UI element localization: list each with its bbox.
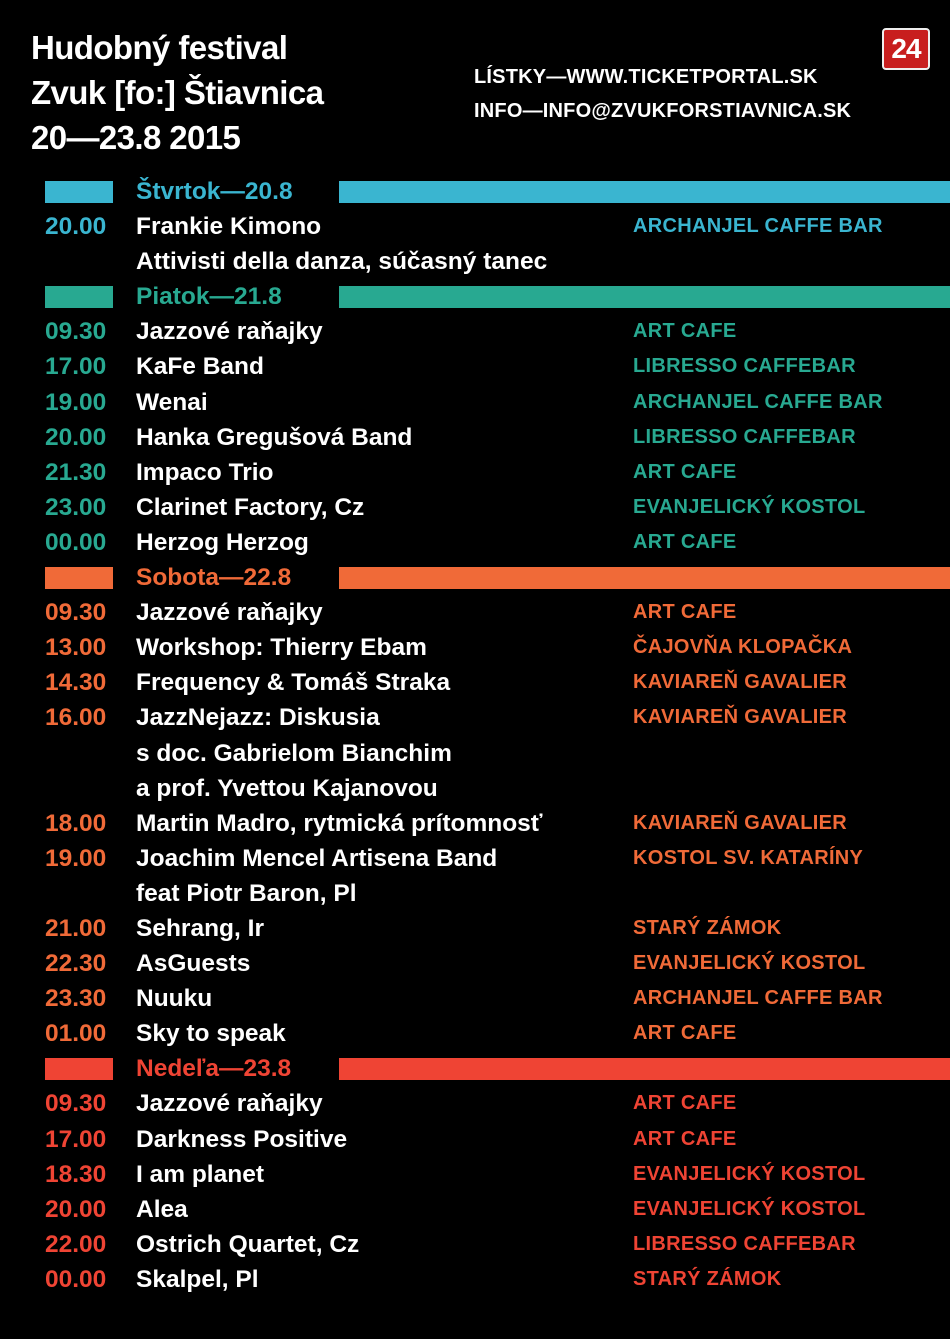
schedule [0,174,950,1297]
day-bar-right [339,181,950,203]
event-row [0,911,950,946]
event-time: 09.30 [45,318,107,346]
event-act: Jazzové raňajky [136,599,323,627]
event-venue: KAVIAREŇ GAVALIER [633,811,847,834]
event-time: 16.00 [45,704,107,732]
day-bar-left [45,567,113,589]
event-row [0,209,950,244]
event-time: 00.00 [45,1265,107,1293]
event-act: AsGuests [136,950,251,978]
event-time: 09.30 [45,1090,107,1118]
event-time: 20.00 [45,213,107,241]
event-time: 14.30 [45,669,107,697]
event-row-continuation [0,771,950,806]
event-venue: ARCHANJEL CAFFE BAR [633,987,883,1010]
event-time: 21.30 [45,458,107,486]
event-act: Herzog Herzog [136,528,309,556]
event-act: Nuuku [136,985,213,1013]
event-time: 19.00 [45,844,107,872]
event-time: 17.00 [45,353,107,381]
event-row [0,595,950,630]
event-time: 13.00 [45,634,107,662]
event-time: 20.00 [45,423,107,451]
event-venue: KOSTOL SV. KATARÍNY [633,846,864,869]
day-header-saturday [0,560,950,595]
tickets-line: LÍSTKY—WWW.TICKETPORTAL.SK [474,66,818,88]
event-venue: ARCHANJEL CAFFE BAR [633,215,883,238]
day-bar-left [45,181,113,203]
event-act: Attivisti della danza, súčasný tanec [136,248,548,276]
event-row [0,1016,950,1051]
day-bar-right [339,286,950,308]
event-row [0,1192,950,1227]
event-venue: LIBRESSO CAFFEBAR [633,1232,856,1255]
event-time: 18.30 [45,1160,107,1188]
event-time: 09.30 [45,599,107,627]
event-act: Ostrich Quartet, Cz [136,1230,360,1258]
event-row [0,1157,950,1192]
event-venue: ART CAFE [633,530,737,553]
event-act: Sehrang, Ir [136,914,264,942]
event-row [0,981,950,1016]
event-venue: KAVIAREŇ GAVALIER [633,706,847,729]
event-venue: ART CAFE [633,1022,737,1045]
event-venue: STARÝ ZÁMOK [633,916,782,939]
event-act: Skalpel, Pl [136,1265,259,1293]
event-act: Martin Madro, rytmická prítomnosť [136,809,543,837]
day-bar-left [45,286,113,308]
event-venue: ART CAFE [633,601,737,624]
event-venue: EVANJELICKÝ KOSTOL [633,1162,866,1185]
event-row [0,665,950,700]
site-logo-24: 24 [882,28,930,70]
event-row [0,314,950,349]
day-label: Sobota—22.8 [136,564,292,592]
event-act: Alea [136,1195,188,1223]
event-act: Hanka Gregušová Band [136,423,413,451]
event-row [0,630,950,665]
event-venue: ART CAFE [633,460,737,483]
event-time: 23.30 [45,985,107,1013]
event-time: 19.00 [45,388,107,416]
day-bar-right [339,1058,950,1080]
event-time: 22.30 [45,950,107,978]
event-row [0,1122,950,1157]
event-act: Jazzové raňajky [136,318,323,346]
event-act: Impaco Trio [136,458,274,486]
event-time: 17.00 [45,1125,107,1153]
event-act: Workshop: Thierry Ebam [136,634,427,662]
event-act: Joachim Mencel Artisena Band [136,844,498,872]
event-time: 01.00 [45,1020,107,1048]
event-time: 21.00 [45,914,107,942]
event-venue: KAVIAREŇ GAVALIER [633,671,847,694]
event-row [0,806,950,841]
event-venue: ČAJOVŇA KLOPAČKA [633,636,853,659]
event-act: Jazzové raňajky [136,1090,323,1118]
event-venue: LIBRESSO CAFFEBAR [633,425,856,448]
event-row [0,525,950,560]
day-bar-right [339,567,950,589]
event-time: 20.00 [45,1195,107,1223]
event-act: Sky to speak [136,1020,286,1048]
event-row [0,700,950,735]
title-line-2: Zvuk [fo:] Štiavnica [31,74,324,111]
event-act: Clarinet Factory, Cz [136,493,365,521]
event-act: Frankie Kimono [136,213,322,241]
day-label: Piatok—21.8 [136,283,282,311]
event-row [0,455,950,490]
event-time: 23.00 [45,493,107,521]
event-row [0,841,950,876]
event-time: 18.00 [45,809,107,837]
festival-title [31,25,323,160]
event-venue: STARÝ ZÁMOK [633,1267,782,1290]
event-time: 22.00 [45,1230,107,1258]
event-row [0,385,950,420]
event-time: 00.00 [45,528,107,556]
event-venue: EVANJELICKÝ KOSTOL [633,495,866,518]
info-line: INFO—INFO@ZVUKFORSTIAVNICA.SK [474,100,852,122]
event-act: Darkness Positive [136,1125,348,1153]
event-act: feat Piotr Baron, Pl [136,879,357,907]
event-venue: EVANJELICKÝ KOSTOL [633,1197,866,1220]
day-header-sunday [0,1051,950,1086]
day-header-thursday [0,174,950,209]
event-row-continuation [0,736,950,771]
event-row [0,1227,950,1262]
event-row [0,490,950,525]
event-venue: EVANJELICKÝ KOSTOL [633,952,866,975]
event-act: a prof. Yvettou Kajanovou [136,774,438,802]
day-header-friday [0,279,950,314]
event-venue: ART CAFE [633,1127,737,1150]
event-row [0,946,950,981]
event-act: KaFe Band [136,353,264,381]
contact-block [474,60,851,128]
event-row-continuation [0,876,950,911]
event-act: JazzNejazz: Diskusia [136,704,380,732]
day-label: Nedeľa—23.8 [136,1055,292,1083]
event-venue: ARCHANJEL CAFFE BAR [633,390,883,413]
event-venue: LIBRESSO CAFFEBAR [633,355,856,378]
title-line-3: 20—23.8 2015 [31,119,241,156]
title-line-1: Hudobný festival [31,29,288,66]
event-row [0,1086,950,1121]
day-label: Štvrtok—20.8 [136,178,293,205]
day-bar-left [45,1058,113,1080]
event-venue: ART CAFE [633,1092,737,1115]
event-act: Frequency & Tomáš Straka [136,669,451,697]
event-venue: ART CAFE [633,320,737,343]
event-act: Wenai [136,388,208,416]
event-row [0,349,950,384]
event-act: s doc. Gabrielom Bianchim [136,739,452,767]
event-row-continuation [0,244,950,279]
event-row [0,1262,950,1297]
event-row [0,420,950,455]
event-act: I am planet [136,1160,264,1188]
